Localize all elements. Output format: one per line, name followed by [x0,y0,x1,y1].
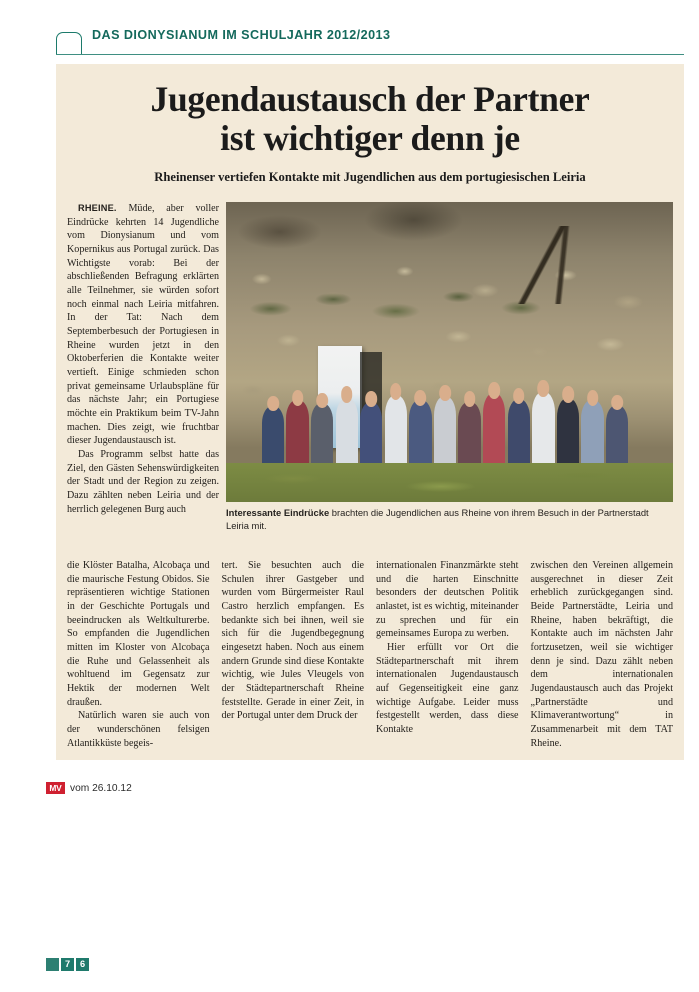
lead-paragraph-1-text: Müde, aber voller Eindrücke kehrten 14 Jugendliche vom Dionysianum und vom Kopernikus aus Portugal zurück. Das Wichtigste vorab: Bei der abschließenden Befragung erklärten alle Teilnehmer, sie würden sofort noch einmal nach Leiria mitfahren. In der Tat: Nach dem Septemberbesuch der Portugiesen in Rheine wurden jetzt in den Oktoberferien die Kontakte weiter vertieft. Einige schmieden schon privat gemeinsame Urlaubspläne für das nächste Jahr; ein Portugiese möchte ein Praktikum beim TV-Jahn machen. Dies zeigt, wie fruchtbar dieser Jugendaustausch ist. [67,203,219,447]
body-column-2 [222,559,365,750]
page-number-right: 6 [76,958,89,971]
body-paragraph: Hier erfüllt vor Ort die Städtepartnerschaft mit ihrem internationalen Jugendaustausch auf Gegenseitigkeit eine ganz wichtige Aufgabe. Leider muss festgestellt werden, dass diese Kontakte [376,642,519,736]
photo-caption-text: brachten die Jugendlichen aus Rheine von ihrem Besuch in der Partnerstadt Leiria mit. [226,507,649,531]
lead-column [67,202,219,516]
photo-caption [226,507,673,532]
lead-paragraph-1 [67,202,219,448]
body-paragraph: tert. Sie besuchten auch die Schulen ihrer Gastgeber und wurden vom Bürgermeister Raul Castro herzlich empfangen. Es bedankte sich bei ihnen, weil sie sich für die Jugendbegegnung eingesetzt haben. Noch aus einem andern Grunde sind diese Kontakte wichtig, wie Jules Vleugels von der Städtepartnerschaft Rheine feststellte. Gerade in einer Zeit, in der Portugal unter dem Druck der [221,560,364,722]
dateline: RHEINE. [78,203,117,213]
photo-caption-lead: Interessante Eindrücke [226,507,330,518]
page-footer [46,958,89,971]
source-line [46,782,132,794]
photo-branch [423,226,664,304]
group-photo [226,202,673,502]
article-panel [56,64,684,760]
body-paragraph: Natürlich waren sie auch von der wunderschönen felsigen Atlantikküste begeis- [67,710,210,749]
bracket-decoration-icon [56,32,82,54]
source-date-text: vom 26.10.12 [70,782,132,794]
body-paragraph: die Klöster Batalha, Alcobaça und die maurische Festung Obidos. Sie repräsentieren wichtige Stationen in der Geschichte Portugals und beeindrucken als Weltkulturerbe. So empfanden die Jugendlichen mitten im Kloster von Alcobaça die Ruhe und Gelassenheit als wohltuend im Gegensatz zur Hektik der modernen Welt draußen. [67,560,210,708]
photo-grass [226,463,673,502]
body-column-4 [531,559,674,750]
running-header [56,28,684,62]
footer-marker-box [46,958,59,971]
page-number-left: 7 [61,958,74,971]
article-photo-block [226,202,673,532]
headline-line-2: ist wichtiger denn je [220,118,520,159]
mv-logo: MV [46,782,65,794]
header-rule [56,54,684,55]
body-paragraph: internationalen Finanzmärkte steht und die harten Einschnitte besonders der deutschen Politik anlastet, ist es wichtig, miteinander zu sprechen und für ein gemeinsames Europa zu werben. [376,560,519,640]
article-top-region [56,202,684,602]
headline-line-1: Jugendaustausch der Partner [150,79,590,119]
body-paragraph: zwischen den Vereinen allgemein ausgerechnet in dieser Zeit erheblich zurückgegangen sind. Beide Partnerstädte, Leiria und Rheine, haben bekräftigt, die Kontakte auch im nächsten Jahr fortzusetzen, weil sie wichtiger denn je sind. Dazu zählt neben dem internationalen Jugendaustausch auch das Projekt „Partnerstädte und Klimaverantwortung“ in Zusammenarbeit mit dem TAT Rheine. [530,560,673,749]
body-column-3 [376,559,519,750]
body-column-1 [67,559,210,750]
article-body-columns [67,559,673,750]
lead-paragraph-2: Das Programm selbst hatte das Ziel, den Gästen Sehenswürdigkeiten der Stadt und der Region zu zeigen. Dazu zählten neben Leiria und der herrlich gelegenen Burg auch [67,449,219,515]
article-subheadline: Rheinenser vertiefen Kontakte mit Jugendlichen aus dem portugiesischen Leiria [154,170,586,185]
running-header-title: DAS DIONYSIANUM IM SCHULJAHR 2012/2013 [92,28,391,42]
article-headline [56,64,684,158]
